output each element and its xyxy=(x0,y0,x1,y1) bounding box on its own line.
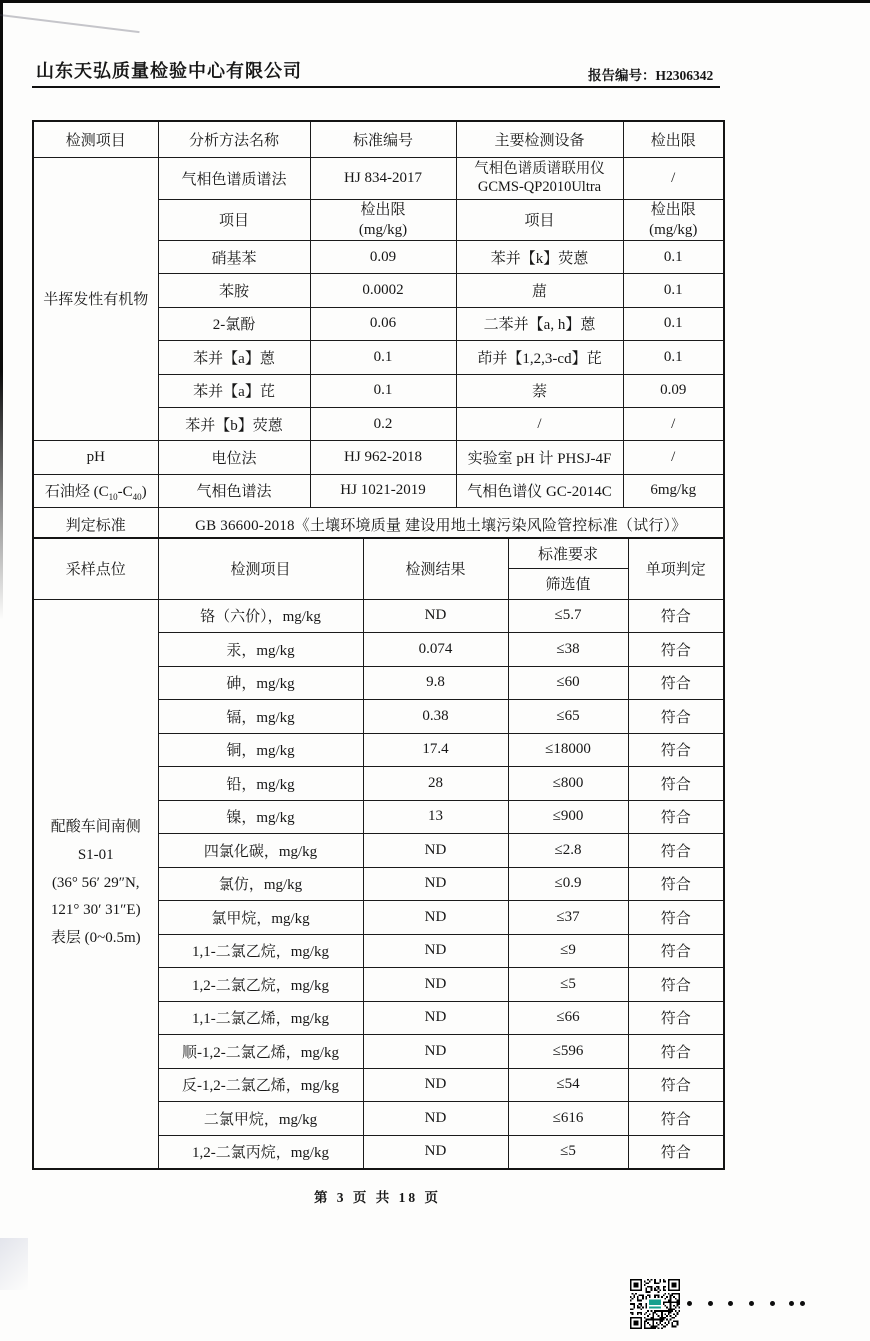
judge-cell: 符合 xyxy=(628,700,724,734)
item-cell: 茚并【1,2,3-cd】芘 xyxy=(456,341,623,374)
judge-cell: 符合 xyxy=(628,767,724,801)
sub-header-cell xyxy=(623,199,724,241)
limit-cell: ≤65 xyxy=(508,700,628,734)
sample-point-line: 配酸车间南侧 xyxy=(50,819,141,836)
item-cell: 1,1-二氯乙烷，mg/kg xyxy=(158,934,363,968)
table-row xyxy=(33,474,724,507)
result-cell: ND xyxy=(363,968,508,1002)
table-row xyxy=(33,441,724,474)
limit-cell: 0.1 xyxy=(310,341,456,374)
result-cell: 28 xyxy=(363,767,508,801)
limit-cell: ≤37 xyxy=(508,901,628,935)
item-cell: 1,1-二氯乙烯，mg/kg xyxy=(158,1001,363,1035)
limit-cell: ≤5.7 xyxy=(508,599,628,633)
method-table xyxy=(32,120,725,542)
item-cell: 二氯甲烷，mg/kg xyxy=(158,1102,363,1136)
result-cell: ND xyxy=(363,599,508,633)
sample-point-line: 表层 (0~0.5m) xyxy=(50,930,141,947)
table-row xyxy=(33,121,724,157)
item-cell: 氯仿，mg/kg xyxy=(158,867,363,901)
table-row xyxy=(33,538,724,568)
limit-cell: 0.2 xyxy=(310,407,456,440)
scan-edge-left xyxy=(0,0,3,620)
tph-label: -C xyxy=(117,484,133,501)
item-cell: 苯并【a】蒽 xyxy=(158,341,310,374)
dot-mark xyxy=(687,1301,692,1306)
judge-cell: 符合 xyxy=(628,834,724,868)
sub-header-line: 检出限 xyxy=(650,201,696,218)
judge-cell: 符合 xyxy=(628,968,724,1002)
sub-header-cell: 项目 xyxy=(158,199,310,241)
header-cell: 主要检测设备 xyxy=(456,121,623,157)
standard-cell: HJ 1021-2019 xyxy=(310,474,456,507)
judge-cell: 符合 xyxy=(628,800,724,834)
table-row xyxy=(33,157,724,199)
sample-point-line: (36° 56′ 29″N, xyxy=(51,874,140,891)
item-cell: 2-氯酚 xyxy=(158,307,310,340)
limit-cell: ≤596 xyxy=(508,1035,628,1069)
item-cell: 四氯化碳，mg/kg xyxy=(158,834,363,868)
limit-cell: ≤18000 xyxy=(508,733,628,767)
item-cell: 镉，mg/kg xyxy=(158,700,363,734)
limit-cell: 0.09 xyxy=(623,374,724,407)
limit-cell: ≤5 xyxy=(508,1135,628,1169)
scan-streak-artifact xyxy=(0,13,140,33)
limit-cell: ≤54 xyxy=(508,1068,628,1102)
judge-cell: 符合 xyxy=(628,1135,724,1169)
result-cell: ND xyxy=(363,1135,508,1169)
limit-cell: 0.1 xyxy=(310,374,456,407)
item-cell: 1,2-二氯丙烷，mg/kg xyxy=(158,1135,363,1169)
limit-cell: ≤38 xyxy=(508,633,628,667)
result-cell: ND xyxy=(363,834,508,868)
judge-cell: 符合 xyxy=(628,934,724,968)
limit-cell: 0.1 xyxy=(623,274,724,307)
result-cell: 0.38 xyxy=(363,700,508,734)
sub-header-line: (mg/kg) xyxy=(358,221,408,238)
item-cell: 二苯并【a, h】蒽 xyxy=(456,307,623,340)
sample-point-line: 121° 30′ 31″E) xyxy=(50,902,141,919)
judge-cell: 符合 xyxy=(628,1068,724,1102)
sub-header-cell xyxy=(310,199,456,241)
result-cell: ND xyxy=(363,901,508,935)
limit-cell: 0.0002 xyxy=(310,274,456,307)
result-cell: ND xyxy=(363,1001,508,1035)
judge-cell: 符合 xyxy=(628,867,724,901)
item-cell: 氯甲烷，mg/kg xyxy=(158,901,363,935)
judge-cell: 符合 xyxy=(628,1102,724,1136)
limit-cell: ≤0.9 xyxy=(508,867,628,901)
tph-label: ) xyxy=(141,484,147,501)
limit-cell: ≤900 xyxy=(508,800,628,834)
limit-cell: / xyxy=(623,157,724,199)
item-cell: pH xyxy=(33,441,158,474)
judge-cell: 符合 xyxy=(628,666,724,700)
qr-code xyxy=(630,1279,680,1329)
sub-header-line: 检出限 xyxy=(360,201,406,218)
tph-label: 石油烃 (C xyxy=(44,484,109,501)
dot-mark xyxy=(770,1301,775,1306)
header-cell: 检测项目 xyxy=(33,121,158,157)
scan-edge-top xyxy=(0,0,870,3)
table-row xyxy=(33,508,724,541)
report-number: 报告编号：H2306342 xyxy=(588,68,714,83)
header-cell: 标准要求 xyxy=(508,538,628,568)
judge-cell: 符合 xyxy=(628,733,724,767)
result-cell: ND xyxy=(363,934,508,968)
item-cell: 顺-1,2-二氯乙烯，mg/kg xyxy=(158,1035,363,1069)
criteria-label-cell: 判定标准 xyxy=(33,508,158,541)
dot-mark xyxy=(708,1301,713,1306)
scan-smudge-artifact xyxy=(0,1238,28,1290)
dot-mark xyxy=(749,1301,754,1306)
group-label-cell: 半挥发性有机物 xyxy=(33,157,158,441)
item-cell: / xyxy=(456,407,623,440)
limit-cell: ≤9 xyxy=(508,934,628,968)
judge-cell: 符合 xyxy=(628,633,724,667)
header-rule xyxy=(32,86,720,88)
header-cell: 检测结果 xyxy=(363,538,508,599)
limit-cell: 0.1 xyxy=(623,307,724,340)
company-name: 山东天弘质量检验中心有限公司 xyxy=(36,61,302,81)
method-cell: 气相色谱法 xyxy=(158,474,310,507)
method-cell: 气相色谱质谱法 xyxy=(158,157,310,199)
result-cell: 17.4 xyxy=(363,733,508,767)
header-cell: 分析方法名称 xyxy=(158,121,310,157)
sample-point-line: S1-01 xyxy=(77,846,114,863)
method-cell: 电位法 xyxy=(158,441,310,474)
results-table xyxy=(32,537,725,1170)
header-cell: 检出限 xyxy=(623,121,724,157)
dot-mark xyxy=(789,1301,794,1306)
limit-cell: 6mg/kg xyxy=(623,474,724,507)
result-cell: ND xyxy=(363,1102,508,1136)
limit-cell: ≤2.8 xyxy=(508,834,628,868)
header-cell: 标准编号 xyxy=(310,121,456,157)
header-cell: 筛选值 xyxy=(508,568,628,599)
result-cell: 9.8 xyxy=(363,666,508,700)
limit-cell: 0.06 xyxy=(310,307,456,340)
judge-cell: 符合 xyxy=(628,1035,724,1069)
limit-cell: 0.09 xyxy=(310,241,456,274)
item-cell: 萘 xyxy=(456,374,623,407)
sub-header-cell: 项目 xyxy=(456,199,623,241)
result-cell: ND xyxy=(363,1035,508,1069)
limit-cell: / xyxy=(623,407,724,440)
judge-cell: 符合 xyxy=(628,1001,724,1035)
result-cell: ND xyxy=(363,1068,508,1102)
equipment-cell: 实验室 pH 计 PHSJ-4F xyxy=(456,441,623,474)
criteria-value-cell: GB 36600-2018《土壤环境质量 建设用地土壤污染风险管控标准（试行）》 xyxy=(158,508,724,541)
limit-cell: / xyxy=(623,441,724,474)
item-cell: 苯并【k】荧蒽 xyxy=(456,241,623,274)
limit-cell: 0.1 xyxy=(623,241,724,274)
item-cell: 䓛 xyxy=(456,274,623,307)
limit-cell: ≤616 xyxy=(508,1102,628,1136)
equipment-line: GCMS-QP2010Ultra xyxy=(477,179,602,195)
header-cell: 单项判定 xyxy=(628,538,724,599)
judge-cell: 符合 xyxy=(628,901,724,935)
limit-cell: ≤5 xyxy=(508,968,628,1002)
dot-mark xyxy=(728,1301,733,1306)
tph-subscript: 40 xyxy=(132,492,142,503)
sample-point-cell xyxy=(33,599,158,1169)
equipment-cell: 气相色谱仪 GC-2014C xyxy=(456,474,623,507)
limit-cell: ≤66 xyxy=(508,1001,628,1035)
dot-mark xyxy=(800,1301,805,1306)
limit-cell: ≤800 xyxy=(508,767,628,801)
result-cell: 13 xyxy=(363,800,508,834)
header-cell: 采样点位 xyxy=(33,538,158,599)
item-cell: 铬（六价），mg/kg xyxy=(158,599,363,633)
sub-header-line: (mg/kg) xyxy=(649,221,698,238)
result-cell: ND xyxy=(363,867,508,901)
item-cell: 铅，mg/kg xyxy=(158,767,363,801)
item-cell: 汞，mg/kg xyxy=(158,633,363,667)
standard-cell: HJ 834-2017 xyxy=(310,157,456,199)
item-cell: 苯并【b】荧蒽 xyxy=(158,407,310,440)
table-row xyxy=(33,599,724,633)
item-cell xyxy=(33,474,158,507)
limit-cell: ≤60 xyxy=(508,666,628,700)
item-cell: 砷，mg/kg xyxy=(158,666,363,700)
item-cell: 苯胺 xyxy=(158,274,310,307)
standard-cell: HJ 962-2018 xyxy=(310,441,456,474)
judge-cell: 符合 xyxy=(628,599,724,633)
equipment-cell xyxy=(456,157,623,199)
header-cell: 检测项目 xyxy=(158,538,363,599)
item-cell: 镍，mg/kg xyxy=(158,800,363,834)
page-number: 第 3 页 共 18 页 xyxy=(313,1190,442,1205)
limit-cell: 0.1 xyxy=(623,341,724,374)
item-cell: 反-1,2-二氯乙烯，mg/kg xyxy=(158,1068,363,1102)
item-cell: 1,2-二氯乙烷，mg/kg xyxy=(158,968,363,1002)
tph-subscript: 10 xyxy=(108,492,118,503)
item-cell: 铜，mg/kg xyxy=(158,733,363,767)
equipment-line: 气相色谱质谱联用仪 xyxy=(474,160,605,177)
item-cell: 硝基苯 xyxy=(158,241,310,274)
result-cell: 0.074 xyxy=(363,633,508,667)
item-cell: 苯并【a】芘 xyxy=(158,374,310,407)
